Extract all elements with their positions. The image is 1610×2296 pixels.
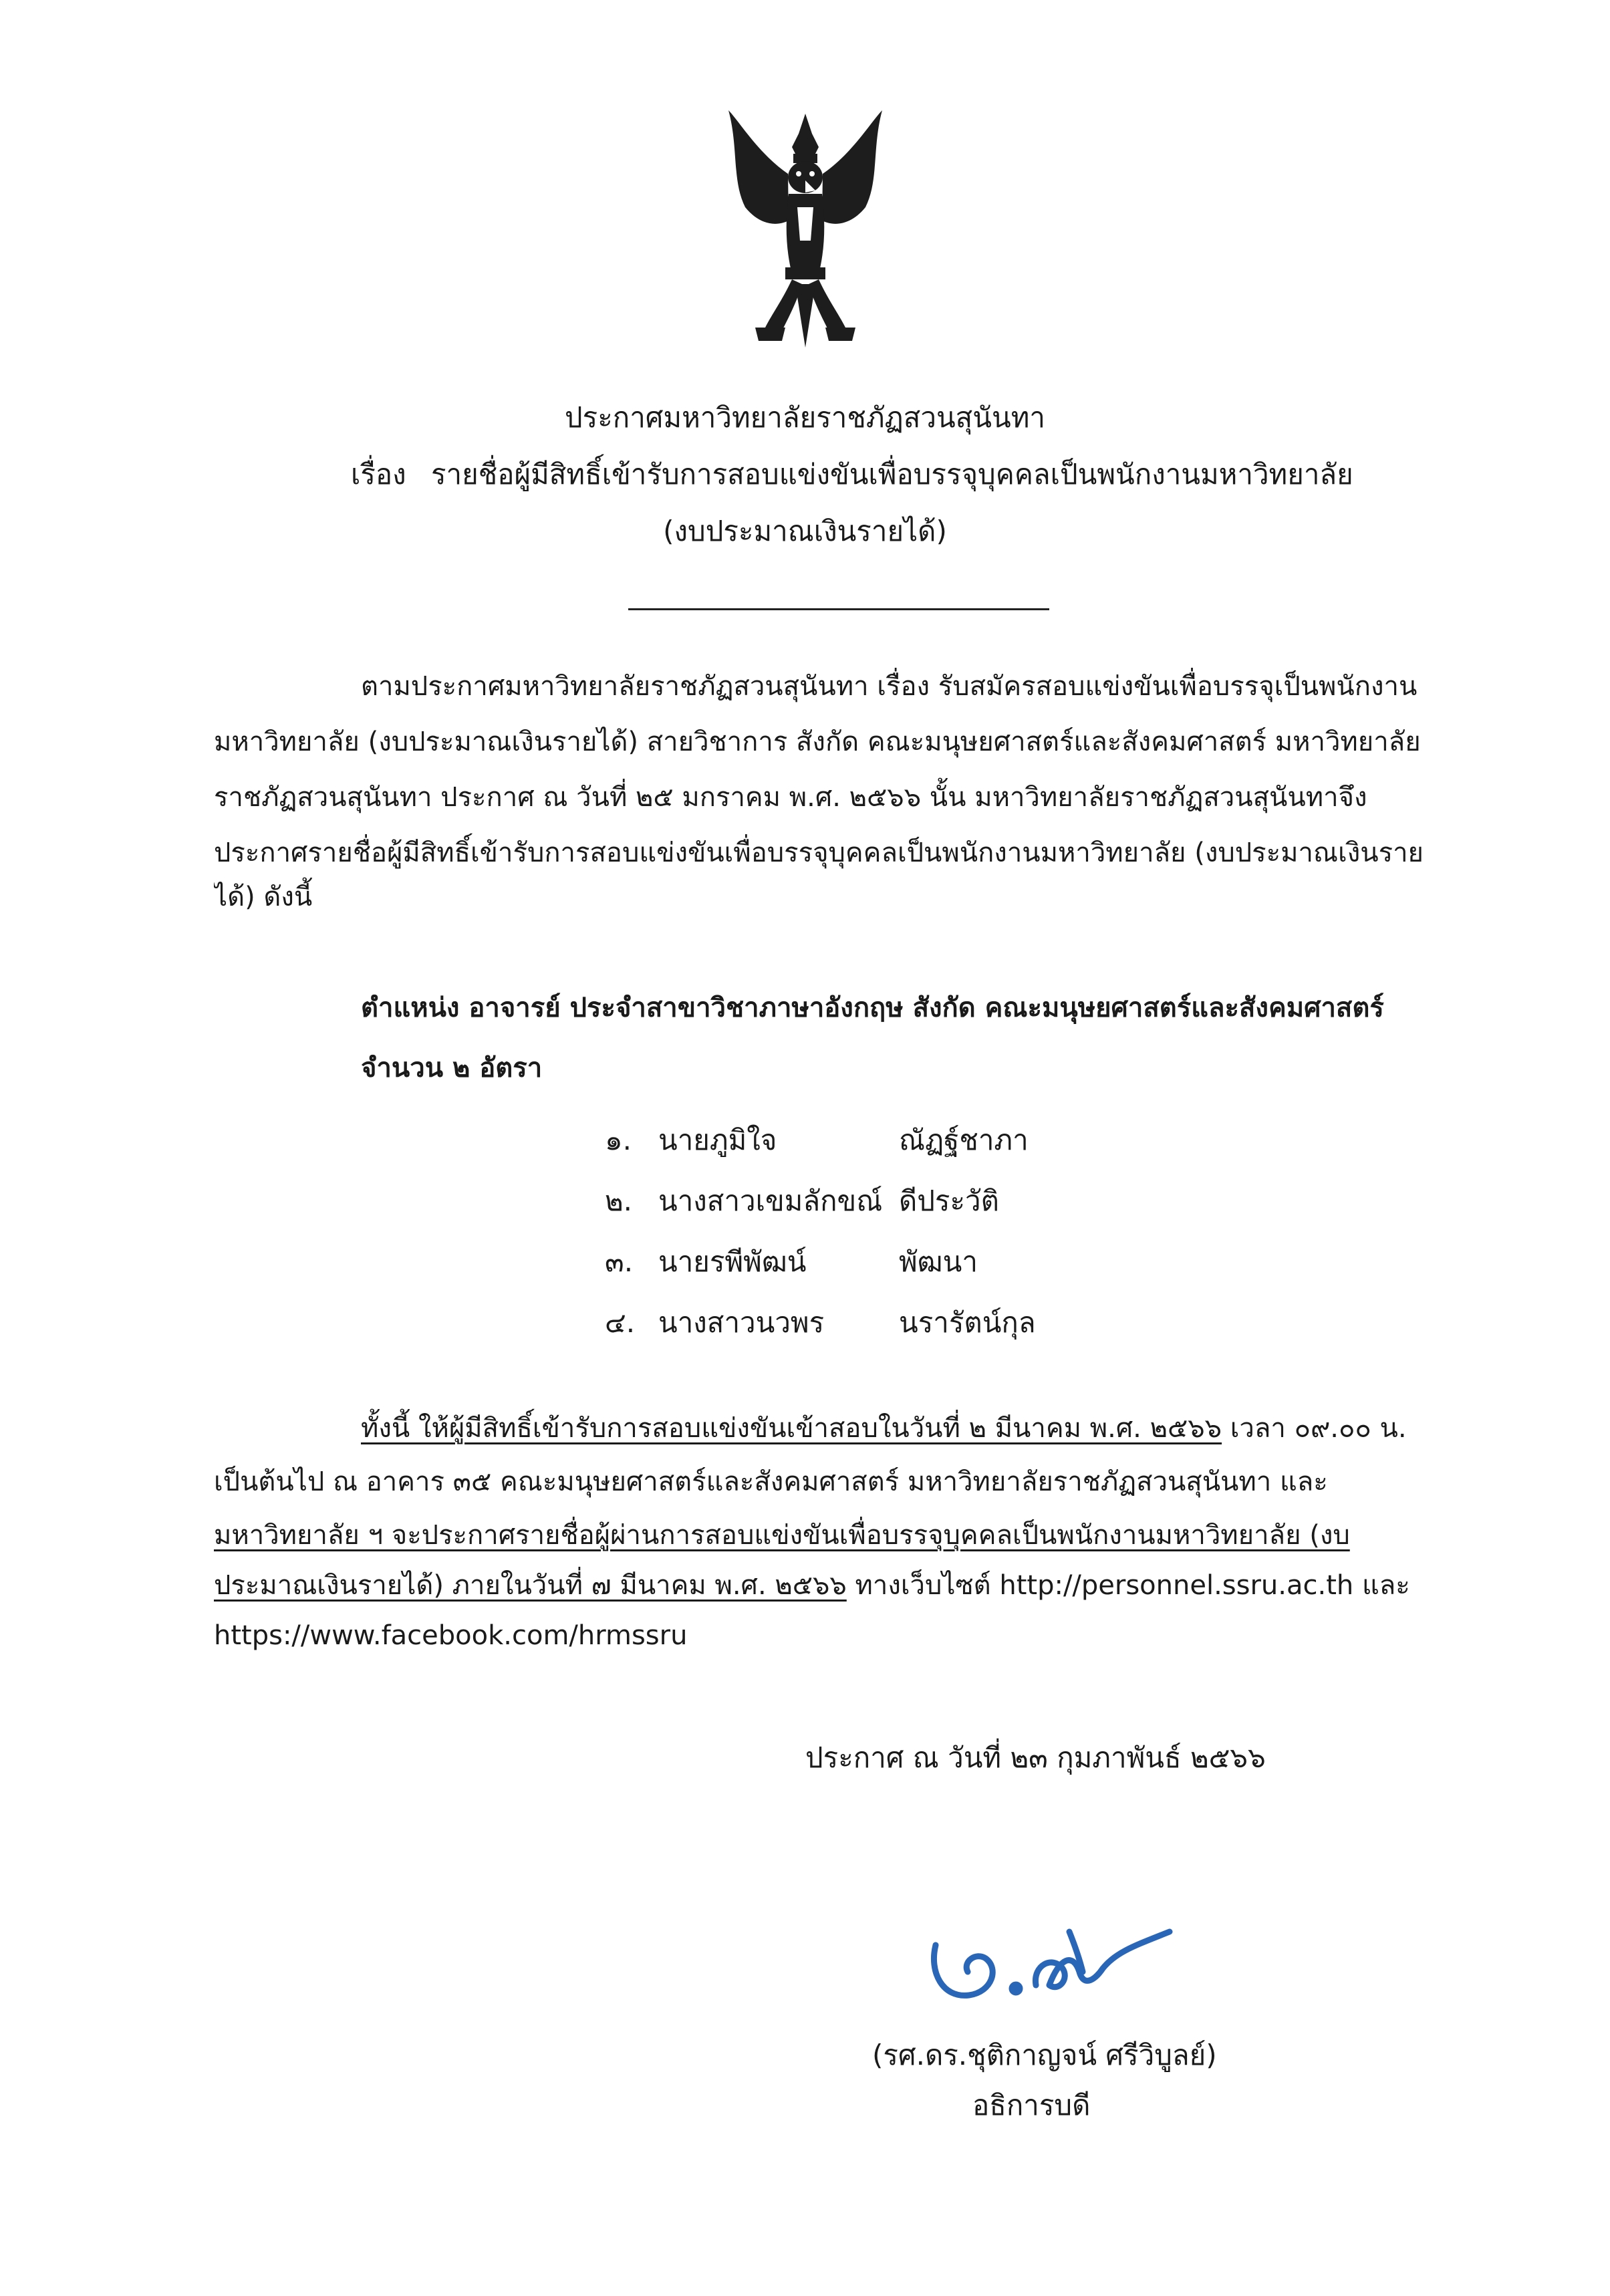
signer-title: อธิการบดี bbox=[972, 2089, 1091, 2122]
list-item bbox=[605, 1292, 1036, 1353]
exam-date-underlined: ทั้งนี้ ให้ผู้มีสิทธิ์เข้ารับการสอบแข่งขันเข้าสอบในวันที่ ๒ มีนาคม พ.ศ. ๒๕๖๖ bbox=[361, 1413, 1222, 1444]
candidate-number: ๑. bbox=[605, 1123, 632, 1156]
candidate-first-name: นายรพีพัฒน์ bbox=[658, 1245, 807, 1278]
candidate-first-name: นายภูมิใจ bbox=[658, 1123, 777, 1156]
header-divider bbox=[628, 608, 1049, 610]
candidate-last-name: ดีประวัติ bbox=[899, 1184, 999, 1217]
candidate-number: ๔. bbox=[605, 1305, 636, 1339]
subject-note: (งบประมาณเงินรายได้) bbox=[663, 515, 947, 547]
exam-line-1 bbox=[361, 1407, 1477, 1450]
candidate-last-name: ณัฏฐ์ชาภา bbox=[899, 1123, 1029, 1156]
website-text: ทางเว็บไซต์ http://personnel.ssru.ac.th และ bbox=[846, 1570, 1410, 1601]
intro-line-3: ราชภัฏสวนสุนันทา ประกาศ ณ วันที่ ๒๕ มกราคม พ.ศ. ๒๕๖๖ นั้น มหาวิทยาลัยราชภัฏสวนสุนันทาจึง bbox=[214, 782, 1367, 813]
exam-line-2: เป็นต้นไป ณ อาคาร ๓๕ คณะมนุษยศาสตร์และสังคมศาสตร์ มหาวิทยาลัยราชภัฏสวนสุนันทา และ bbox=[214, 1466, 1328, 1497]
list-item bbox=[605, 1231, 1036, 1292]
candidate-last-name: พัฒนา bbox=[899, 1245, 978, 1278]
candidate-number: ๒. bbox=[605, 1184, 633, 1217]
intro-line-4: ประกาศรายชื่อผู้มีสิทธิ์เข้ารับการสอบแข่งขันเพื่อบรรจุบุคคลเป็นพนักงานมหาวิทยาลัย (งบประมาณเงินราย bbox=[214, 838, 1424, 868]
candidate-last-name: นรารัตน์กุล bbox=[899, 1305, 1036, 1339]
intro-line-1: ตามประกาศมหาวิทยาลัยราชภัฏสวนสุนันทา เรื่อง รับสมัครสอบแข่งขันเพื่อบรรจุเป็นพนักงาน bbox=[361, 671, 1418, 702]
result-announcement-underlined: มหาวิทยาลัย ฯ จะประกาศรายชื่อผู้ผ่านการสอบแข่งขันเพื่อบรรจุบุคคลเป็นพนักงานมหาวิทยาลัย (งบ bbox=[214, 1520, 1350, 1551]
handwritten-signature bbox=[916, 1905, 1196, 2039]
intro-line-2: มหาวิทยาลัย (งบประมาณเงินรายได้) สายวิชาการ สังกัด คณะมนุษยศาสตร์และสังคมศาสตร์ มหาวิทยาลัย bbox=[214, 727, 1421, 757]
signer-name: (รศ.ดร.ชุติกาญจน์ ศรีวิบูลย์) bbox=[872, 2039, 1217, 2071]
exam-line-4 bbox=[214, 1564, 1477, 1607]
position-count: จำนวน ๒ อัตรา bbox=[361, 1053, 543, 1083]
facebook-url: https://www.facebook.com/hrmssru bbox=[214, 1620, 688, 1651]
list-item bbox=[605, 1170, 1036, 1231]
list-item bbox=[605, 1110, 1036, 1170]
exam-line-3 bbox=[214, 1514, 1477, 1557]
exam-time: เวลา ๐๙.๐๐ น. bbox=[1222, 1413, 1407, 1444]
candidate-first-name: นางสาวเขมลักขณ์ bbox=[658, 1184, 883, 1217]
result-date-underlined: ประมาณเงินรายได้) ภายในวันที่ ๗ มีนาคม พ.ศ. ๒๕๖๖ bbox=[214, 1570, 847, 1601]
candidate-number: ๓. bbox=[605, 1245, 634, 1278]
issuer-heading: ประกาศมหาวิทยาลัยราชภัฏสวนสุนันทา bbox=[564, 401, 1045, 434]
position-title: ตำแหน่ง อาจารย์ ประจำสาขาวิชาภาษาอังกฤษ สังกัด คณะมนุษยศาสตร์และสังคมศาสตร์ bbox=[361, 993, 1384, 1023]
candidate-first-name: นางสาวนวพร bbox=[658, 1305, 825, 1339]
announcement-date: ประกาศ ณ วันที่ ๒๓ กุมภาพันธ์ ๒๕๖๖ bbox=[805, 1741, 1266, 1774]
candidate-list bbox=[605, 1110, 1036, 1353]
garuda-emblem-icon bbox=[718, 107, 892, 361]
subject-text: รายชื่อผู้มีสิทธิ์เข้ารับการสอบแข่งขันเพื่อบรรจุบุคคลเป็นพนักงานมหาวิทยาลัย bbox=[431, 458, 1353, 491]
intro-line-5: ได้) ดังนี้ bbox=[214, 882, 313, 912]
subject-label: เรื่อง bbox=[351, 458, 406, 491]
